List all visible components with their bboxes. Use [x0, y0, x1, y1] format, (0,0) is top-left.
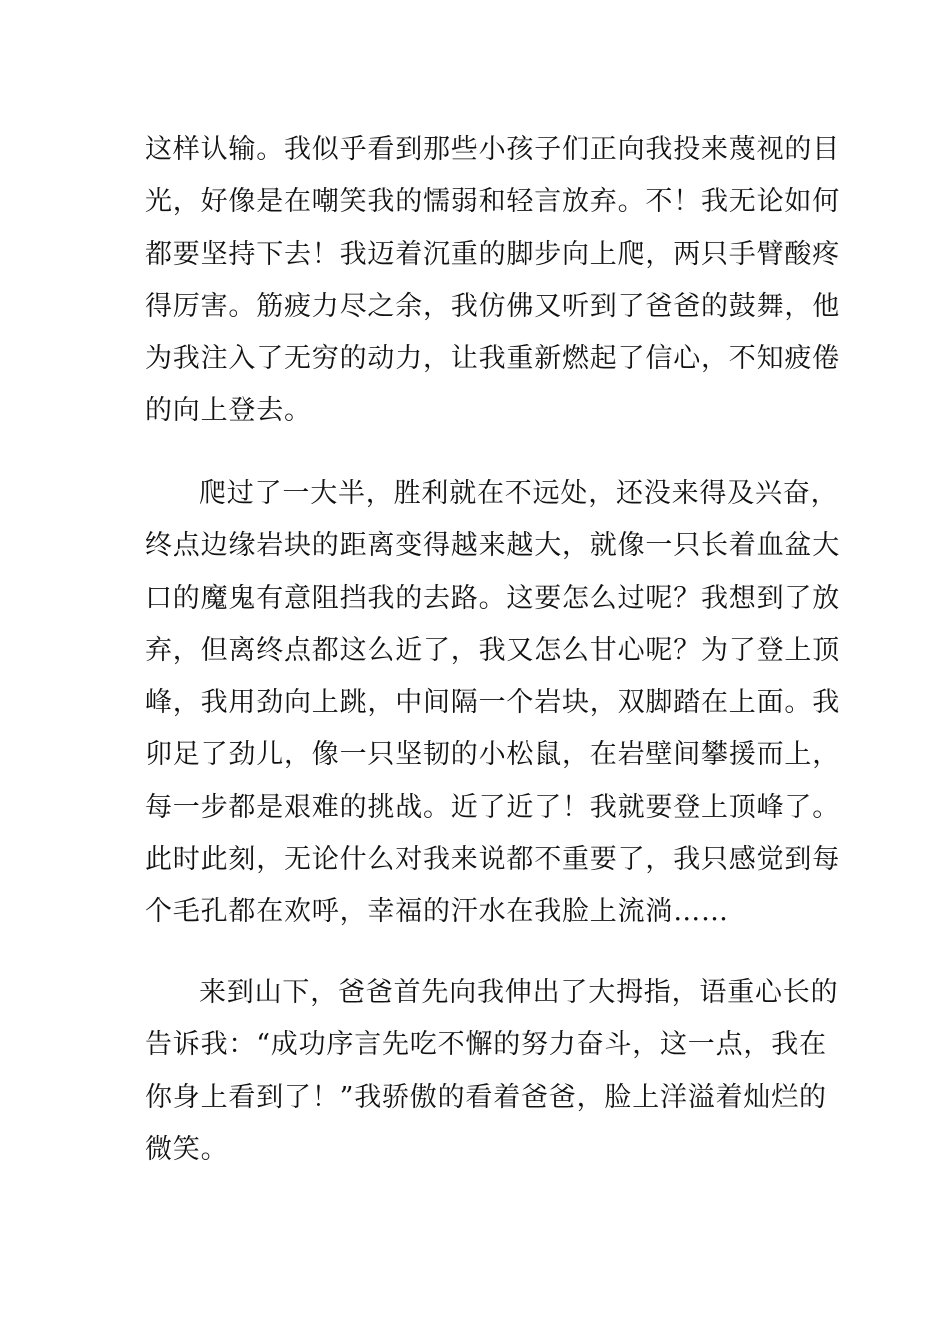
- text-line: 来到山下，爸爸首先向我伸出了大拇指，语重心长的: [199, 977, 839, 1008]
- text-line: 卯足了劲儿，像一只坚韧的小松鼠，在岩壁间攀援而上，: [145, 739, 840, 771]
- text-line: 峰，我用劲向上跳，中间隔一个岩块，双脚踏在上面。我: [145, 687, 840, 719]
- paragraph-1: [145, 124, 840, 438]
- text-line: 爬过了一大半，胜利就在不远处，还没来得及兴奋，: [199, 478, 839, 509]
- text-line: 的向上登去。: [145, 395, 312, 427]
- text-line: 口的魔鬼有意阻挡我的去路。这要怎么过呢？我想到了放: [145, 582, 840, 614]
- text-line: 微笑。: [145, 1133, 229, 1165]
- paragraph-2: [145, 468, 840, 939]
- text-line: 弃，但离终点都这么近了，我又怎么甘心呢？为了登上顶: [145, 634, 840, 666]
- text-line: 都要坚持下去！我迈着沉重的脚步向上爬，两只手臂酸疼: [145, 238, 840, 270]
- text-line: 这样认输。我似乎看到那些小孩子们正向我投来蔑视的目: [145, 134, 840, 165]
- text-line: 个毛孔都在欢呼，幸福的汗水在我脸上流淌……: [145, 896, 729, 928]
- text-line: 你身上看到了！”我骄傲的看着爸爸，脸上洋溢着灿烂的: [145, 1081, 827, 1113]
- text-line: 得厉害。筋疲力尽之余，我仿佛又听到了爸爸的鼓舞，他: [145, 290, 840, 322]
- text-line: 告诉我：“成功序言先吃不懈的努力奋斗，这一点，我在: [145, 1029, 827, 1061]
- text-line: 为我注入了无穷的动力，让我重新燃起了信心，不知疲倦: [145, 343, 840, 375]
- text-line: 终点边缘岩块的距离变得越来越大，就像一只长着血盆大: [145, 530, 840, 562]
- text-line: 此时此刻，无论什么对我来说都不重要了，我只感觉到每: [145, 844, 840, 876]
- paragraph-3: [145, 967, 839, 1176]
- text-line: 光，好像是在嘲笑我的懦弱和轻言放弃。不！我无论如何: [145, 186, 840, 218]
- text-line: 每一步都是艰难的挑战。近了近了！我就要登上顶峰了。: [145, 791, 840, 823]
